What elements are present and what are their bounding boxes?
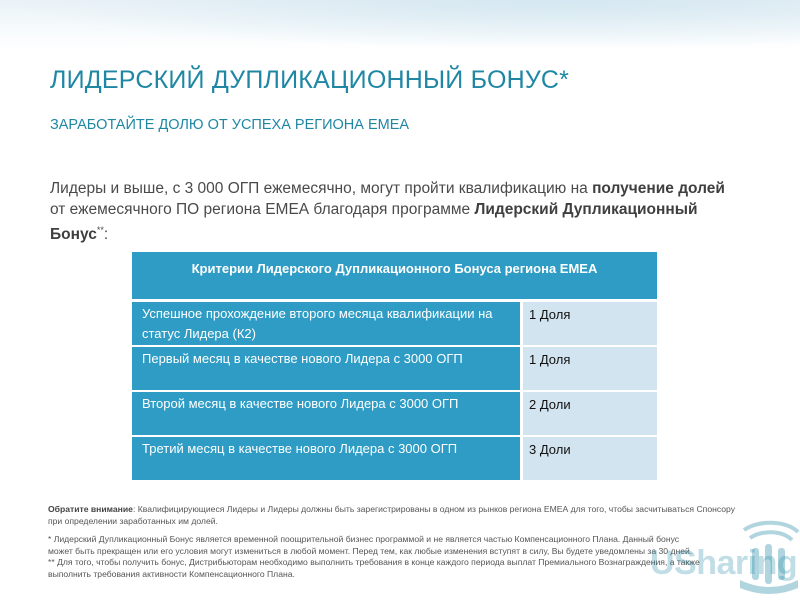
logo-wordmark: USharing <box>650 544 798 582</box>
intro-colon: : <box>103 226 109 244</box>
slide-subtitle: ЗАРАБОТАЙТЕ ДОЛЮ ОТ УСПЕХА РЕГИОНА ЕМЕА <box>50 117 410 133</box>
reward-cell: 1 Доля <box>523 347 657 392</box>
slide-title: ЛИДЕРСКИЙ ДУПЛИКАЦИОННЫЙ БОНУС* <box>50 66 570 94</box>
note-text: : Квалифицирующиеся Лидеры и Лидеры должны быть зарегистрированы в одном из рынков региона ЕМЕА для того, чтобы засчитываться Спонсору при определении заработанных им долей. <box>48 504 736 526</box>
intro-footnote-mark: ** <box>96 225 104 235</box>
reward-cell: 1 Доля <box>523 302 657 347</box>
note-label: Обратите внимание <box>48 504 133 514</box>
usharing-logo <box>640 518 800 600</box>
criterion-cell: Третий месяц в качестве нового Лидера с 3000 ОГП <box>132 437 523 482</box>
criterion-cell: Второй месяц в качестве нового Лидера с 3000 ОГП <box>132 392 523 437</box>
table-row <box>132 302 657 347</box>
criterion-cell: Успешное прохождение второго месяца квалификации на статус Лидера (К2) <box>132 302 523 347</box>
intro-text: от ежемесячного ПО региона ЕМЕА благодаря программе <box>50 201 475 218</box>
table-row <box>132 392 657 437</box>
intro-paragraph <box>50 178 740 245</box>
intro-bold-shares: получение долей <box>592 180 725 197</box>
criteria-table-header: Критерии Лидерского Дупликационного Бонуса региона ЕМЕА <box>132 252 657 302</box>
intro-bold-program: Лидерский Дупликационный Бонус <box>50 201 698 244</box>
footnote-2: ** Для того, чтобы получить бонус, Дистрибьюторам необходимо выполнить требования в конце каждого периода выплат Премиального Вознаграждения, а также выполнить требования активности Компенсационного Плана. <box>48 557 700 579</box>
table-row <box>132 347 657 392</box>
footnote-1: * Лидерский Дупликационный Бонус является временной поощрительной бизнес программой и не является частью Компенсационного Плана. Данный бонус может быть прекращен или его условия могут измениться в любой момент. Перед тем, как любые изменения вступят в силу, Вы будете уведомлены за 30 дней. <box>48 534 693 556</box>
criteria-table <box>132 252 657 482</box>
table-row <box>132 437 657 482</box>
header-decor-band <box>0 0 800 50</box>
footnotes <box>48 534 703 580</box>
criterion-cell: Первый месяц в качестве нового Лидера с 3000 ОГП <box>132 347 523 392</box>
intro-text: Лидеры и выше, с 3 000 ОГП ежемесячно, могут пройти квалификацию на <box>50 180 593 197</box>
reward-cell: 2 Доли <box>523 392 657 437</box>
reward-cell: 3 Доли <box>523 437 657 482</box>
